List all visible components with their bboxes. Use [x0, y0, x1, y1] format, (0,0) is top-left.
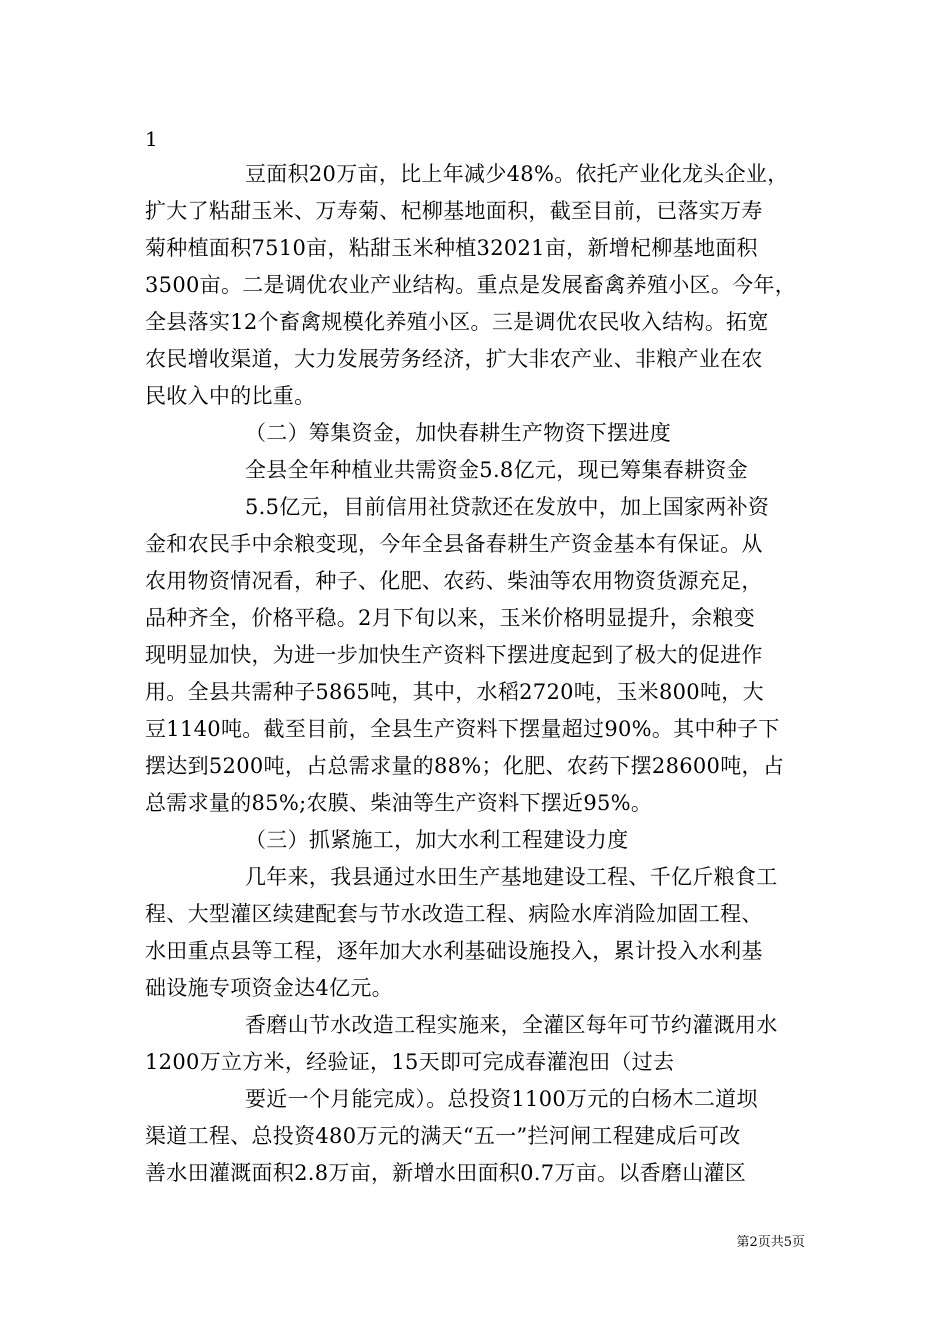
text-line: 善水田灌溉面积2.8万亩，新增水田面积0.7万亩。以香磨山灌区 — [145, 1161, 747, 1185]
page-marker: 1 — [145, 127, 158, 151]
text-line: 几年来，我县通过水田生产基地建设工程、千亿斤粮食工 — [245, 865, 778, 889]
text-line: 全县全年种植业共需资金5.8亿元，现已筹集春耕资金 — [245, 458, 748, 482]
text-line: 菊种植面积7510亩，粘甜玉米种植32021亩，新增杞柳基地面积 — [145, 236, 758, 260]
text-line: 香磨山节水改造工程实施来，全灌区每年可节约灌溉用水 — [245, 1013, 778, 1037]
text-line: 水田重点县等工程，逐年加大水利基础设施投入，累计投入水利基 — [145, 939, 763, 963]
text-line: 1200万立方米，经验证，15天即可完成春灌泡田（过去 — [145, 1050, 675, 1074]
text-line: 扩大了粘甜玉米、万寿菊、杞柳基地面积，截至目前，已落实万寿 — [145, 199, 763, 223]
section-heading: （二）筹集资金，加快春耕生产物资下摆进度 — [245, 421, 671, 445]
text-line: 民收入中的比重。 — [145, 384, 316, 408]
text-line: 渠道工程、总投资480万元的满天“五一”拦河闸工程建成后可改 — [145, 1124, 741, 1148]
text-line: 总需求量的85%;农膜、柴油等生产资料下摆近95%。 — [145, 791, 653, 815]
text-line: 摆达到5200吨，占总需求量的88%；化肥、农药下摆28600吨，占 — [145, 754, 785, 778]
text-line: 豆1140吨。截至目前，全县生产资料下摆量超过90%。其中种子下 — [145, 717, 780, 741]
text-line: 要近一个月能完成）。总投资1100万元的白杨木二道坝 — [245, 1087, 758, 1111]
text-line: 豆面积20万亩，比上年减少48%。依托产业化龙头企业， — [245, 162, 789, 186]
text-line: 金和农民手中余粮变现，今年全县备春耕生产资金基本有保证。从 — [145, 532, 763, 556]
text-line: 3500亩。二是调优农业产业结构。重点是发展畜禽养殖小区。今年， — [145, 273, 797, 297]
text-line: 用。全县共需种子5865吨，其中，水稻2720吨，玉米800吨，大 — [145, 680, 764, 704]
page-footer: 第2页共5页 — [736, 1235, 805, 1250]
text-line: 全县落实12个畜禽规模化养殖小区。三是调优农民收入结构。拓宽 — [145, 310, 769, 334]
text-line: 础设施专项资金达4亿元。 — [145, 976, 393, 1000]
text-line: 品种齐全，价格平稳。2月下旬以来，玉米价格明显提升，余粮变 — [145, 606, 756, 630]
text-line: 现明显加快，为进一步加快生产资料下摆进度起到了极大的促进作 — [145, 643, 763, 667]
text-line: 5.5亿元，目前信用社贷款还在发放中，加上国家两补资 — [245, 495, 770, 519]
text-line: 农民增收渠道，大力发展劳务经济，扩大非农产业、非粮产业在农 — [145, 347, 763, 371]
section-heading: （三）抓紧施工，加大水利工程建设力度 — [245, 828, 629, 852]
text-line: 程、大型灌区续建配套与节水改造工程、病险水库消险加固工程、 — [145, 902, 763, 926]
text-line: 农用物资情况看，种子、化肥、农药、柴油等农用物资货源充足， — [145, 569, 763, 593]
